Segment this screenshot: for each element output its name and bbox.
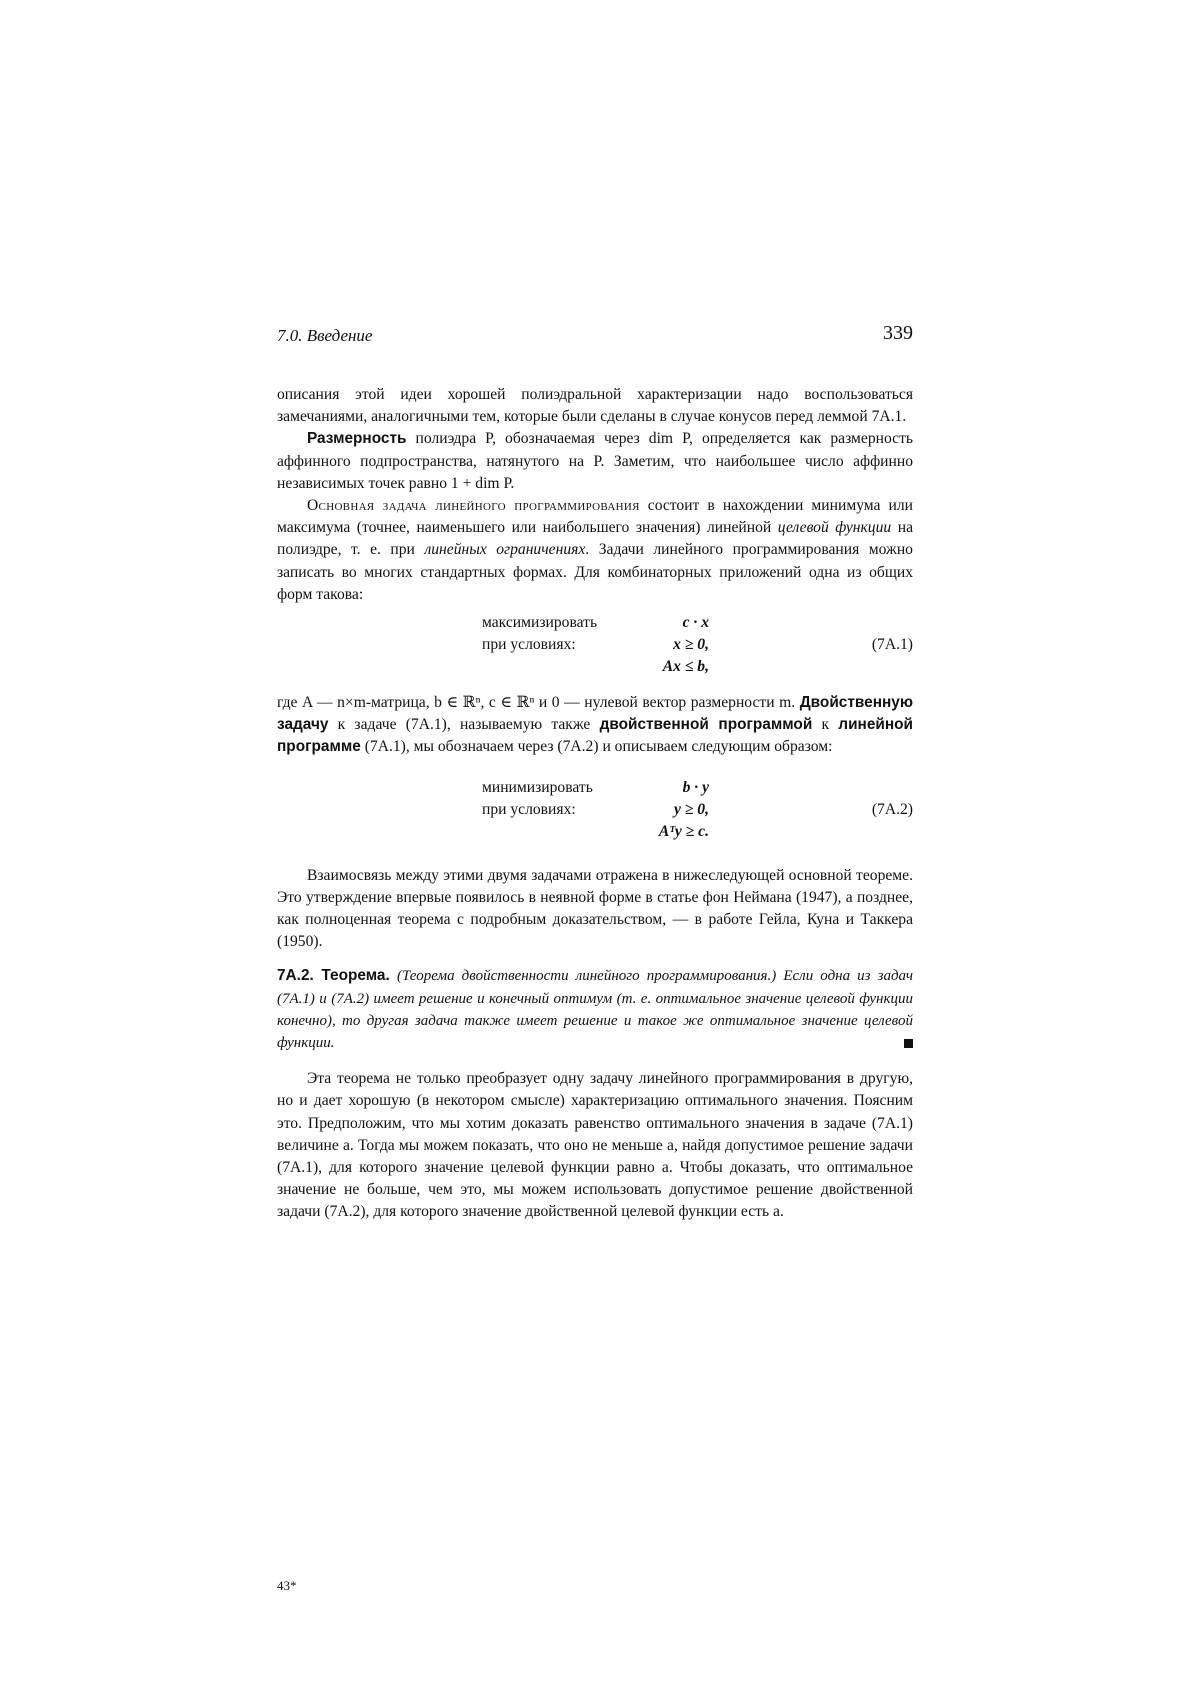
text-run: (7А.1), мы обозначаем через (7А.2) и описываем следующим образом: [360,738,833,756]
paragraph-continuation: описания этой идеи хорошей полиэдральной характеризации надо воспользоваться замечаниями, аналогичными тем, которые были сделаны в случае конусов перед леммой 7А.1. [277,386,913,426]
paragraph-dual [277,692,913,759]
equation-row [277,799,913,821]
end-of-proof-icon [904,1039,913,1048]
equation-keyword: при условиях: [482,800,576,818]
term-lp-problem: Основная задача линейного программирования [307,497,640,515]
signature-mark: 43* [277,1578,297,1593]
equation-row [277,777,913,799]
running-header [277,322,913,348]
equation-row [277,634,913,656]
equation-tag: (7А.1) [871,636,913,654]
equation-expression: y ≥ 0, [674,800,709,818]
equation-keyword: максимизировать [482,614,598,632]
term-dimension: Размерность [307,430,407,448]
equation-keyword: при условиях: [482,636,576,654]
term-linear-constraints: линейных ограничениях [424,541,586,559]
term-linear-program: линейной программе [277,716,914,756]
text-run: . Задачи линейного программирования можно записать во многих стандартных формах. Для комбинаторных приложений одна из общих форм такова: [277,541,913,603]
equation-row [277,821,913,843]
paragraph-characterization: Эта теорема не только преобразует одну задачу линейного программирования в другую, но и дает хорошую (в некотором смысле) характеризацию оптимального значения. Поясним это. Предположим, что мы хотим доказать равенство оптимального значения в задаче (7А.1) величине a. Тогда мы можем показать, что оно не меньше a, найдя допустимое решение задачи (7А.1), для которого значение целевой функции равно a. Чтобы доказать, что оптимальное значение не больше, чем это, мы можем использовать допустимое решение двойственной задачи (7А.2), для которого значение двойственной целевой функции есть a. [277,1070,913,1221]
term-dual-program: двойственной программой [599,716,813,734]
paragraph-dimension-text: полиэдра P, обозначаемая через dim P, определяется как размерность аффинного подпространства, натянутого на P. Заметим, что наибольшее число аффинно независимых точек равно 1 + dim P. [277,430,913,492]
theorem-7a2 [277,965,913,1054]
text-run: к задаче (7А.1), называемую также [328,716,600,734]
paragraph-dimension [277,428,913,495]
text-run: состоит в нахождении минимума или максимума (точнее, наименьшего или наибольшего значения) линейной [277,497,913,537]
equation-expression: x ≥ 0, [673,636,709,654]
paragraph-relation: Взаимосвязь между этими двумя задачами отражена в нижеследующей основной теореме. Это утверждение впервые появилось в неявной форме в статье фон Неймана (1947), а позднее, как полноценная теорема с подробным доказательством, — в работе Гейла, Куна и Таккера (1950). [277,866,913,951]
text-run: на полиэдре, т. е. при [277,519,913,559]
section-title: 7.0. Введение [277,326,373,345]
equation-expression: c · x [682,614,709,632]
equation-expression: Ax ≤ b, [662,658,709,676]
text-run: к [812,716,839,734]
equation-row [277,612,913,634]
text-run: где A — n×m-матрица, b ∈ ℝⁿ, c ∈ ℝⁿ и 0 — нулевой вектор размерности m. [277,694,800,712]
theorem-text: (Теорема двойственности линейного программирования.) Если одна из задач (7А.1) и (7А.2) имеет решение и конечный оптимум (т. е. оптимальное значение целевой функции конечно), то другая задача также имеет решение и такое же оптимальное значение целевой функции. [277,968,913,1052]
term-objective: целевой функции [777,519,892,537]
page-number: 339 [883,322,913,344]
paragraph-lp-problem [277,495,913,606]
equation-expression: b · y [682,778,709,796]
equation-7a1 [277,612,913,682]
equation-tag: (7А.2) [871,800,913,818]
equation-7a2 [277,777,913,847]
theorem-label: 7А.2. Теорема. [277,967,390,985]
equation-expression: Aᵀy ≥ c. [658,822,709,840]
term-dual-problem: Двойственную задачу [277,694,913,734]
body-text [277,384,913,1224]
equation-keyword: минимизировать [482,778,593,796]
equation-row [277,656,913,678]
